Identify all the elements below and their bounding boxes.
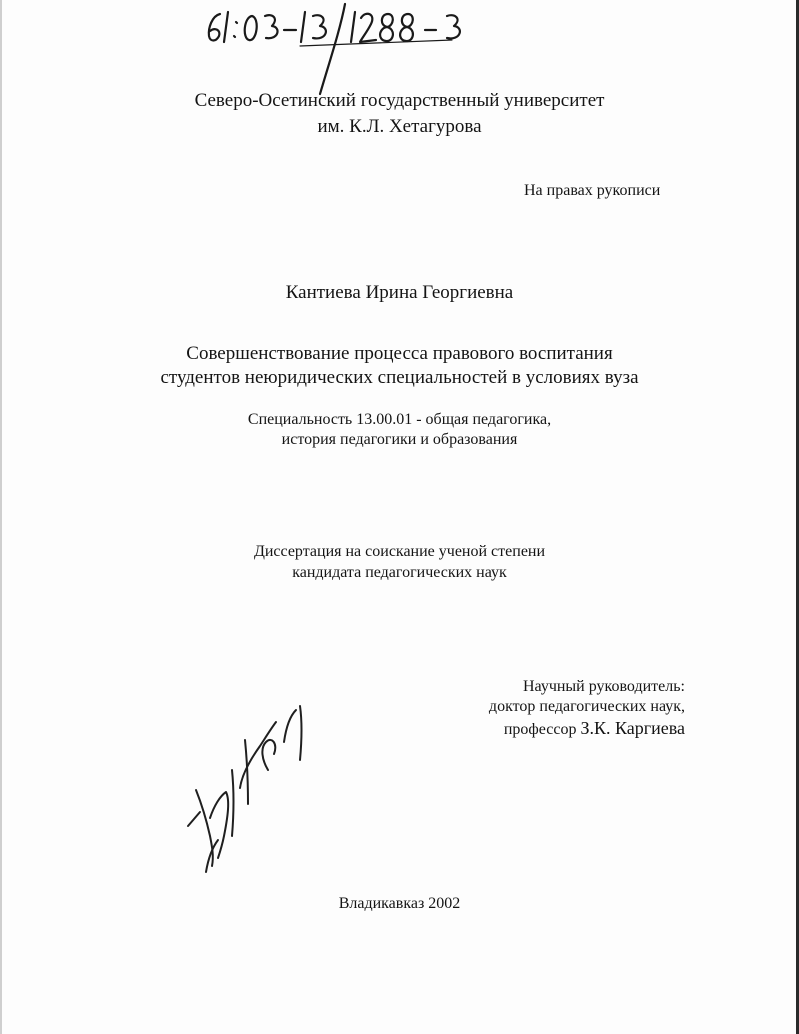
supervisor-label: Научный руководитель: xyxy=(522,678,685,695)
thesis-title-line-2: студентов неюридических специальностей в условиях вуза xyxy=(160,367,639,388)
supervisor-degree: доктор педагогических наук, xyxy=(488,698,685,715)
university-name: Северо-Осетинский государственный университет xyxy=(194,90,605,111)
specialty-line-1: Специальность 13.00.01 - общая педагогика, xyxy=(247,411,552,428)
archive-code-handwriting xyxy=(209,4,460,94)
supervisor-rank: профессор xyxy=(503,721,577,738)
supervisor-rank-name xyxy=(504,718,685,739)
university-named-after: им. К.Л. Хетагурова xyxy=(317,116,482,137)
author-name: Кантиева Ирина Георгиевна xyxy=(285,282,514,303)
dissertation-line-2: кандидата педагогических наук xyxy=(292,564,507,581)
manuscript-rights-label: На правах рукописи xyxy=(524,182,661,199)
supervisor-name: З.К. Каргиева xyxy=(580,718,685,738)
dissertation-line-1: Диссертация на соискание ученой степени xyxy=(253,543,546,560)
specialty-line-2: история педагогики и образования xyxy=(281,431,518,448)
thesis-title-line-1: Совершенствование процесса правового воспитания xyxy=(186,343,613,364)
signature-handwriting xyxy=(188,706,302,872)
city-and-year: Владикавказ 2002 xyxy=(338,895,461,912)
